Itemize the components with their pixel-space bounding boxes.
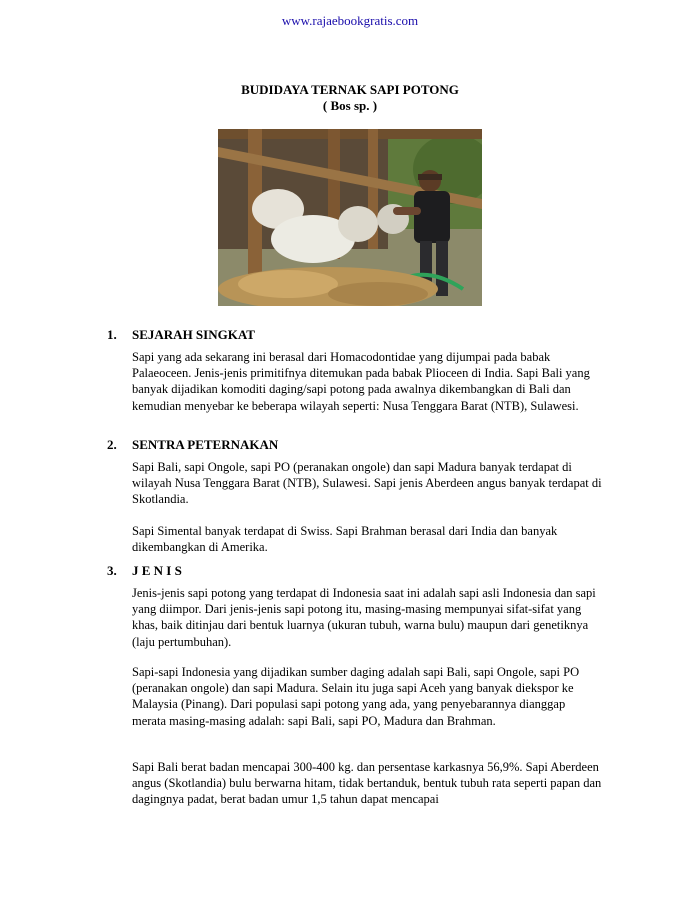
paragraph: Sapi Bali berat badan mencapai 300-400 kg. dan persentase karkasnya 56,9%. Sapi Aberdeen angus (Skotlandia) bulu berwarna hitam, tidak bertanduk, bentuk tubuh rata seperti papan dan dagingnya padat, berat badan umur 1,5 tahun dapat mencapai: [132, 760, 602, 807]
paragraph: Sapi Bali, sapi Ongole, sapi PO (peranakan ongole) dan sapi Madura banyak terdapat di wilayah Nusa Tenggara Barat (NTB), Sulawesi. Sapi jenis Aberdeen angus banyak terdapat di Skotlandia.: [132, 460, 602, 507]
cattle-photo: [218, 129, 482, 306]
paragraph: Jenis-jenis sapi potong yang terdapat di Indonesia saat ini adalah sapi asli Indonesia dan sapi yang diimpor. Dari jenis-jenis sapi potong itu, masing-masing mempunyai sifat-sifat yang khas, baik ditinjau dari bentuk luarnya (ukuran tubuh, warna bulu) maupun dari genetiknya (laju pertumbuhan).: [132, 586, 596, 649]
section-title: J E N I S: [132, 563, 182, 578]
header-link[interactable]: www.rajaebookgratis.com: [281, 13, 419, 28]
section-title: SEJARAH SINGKAT: [132, 327, 255, 342]
paragraph: Sapi Simental banyak terdapat di Swiss. Sapi Brahman berasal dari India dan banyak dikembangkan di Amerika.: [132, 524, 558, 555]
section-heading: [107, 326, 255, 343]
document-subtitle: ( Bos sp. ): [322, 98, 378, 113]
section-heading: [107, 562, 182, 579]
section-number: 1.: [107, 327, 117, 342]
section-title: SENTRA PETERNAKAN: [132, 437, 279, 452]
paragraph: Sapi-sapi Indonesia yang dijadikan sumber daging adalah sapi Bali, sapi Ongole, sapi PO (peranakan ongole) dan sapi Madura. Selain itu juga sapi Aceh yang banyak diekspor ke Malaysia (Pinang). Dari populasi sapi potong yang ada, yang penyebarannya dianggap merata masing-masing adalah: sapi Bali, sapi PO, Madura dan Brahman.: [132, 665, 580, 728]
paragraph: Sapi yang ada sekarang ini berasal dari Homacodontidae yang dijumpai pada babak Palaeoceen. Jenis-jenis primitifnya ditemukan pada babak Plioceen di India. Sapi Bali yang banyak dijadikan komoditi daging/sapi potong pada awalnya dikembangkan di Bali dan kemudian menyebar ke beberapa wilayah seperti: Nusa Tenggara Barat (NTB), Sulawesi.: [132, 350, 590, 413]
document-title: BUDIDAYA TERNAK SAPI POTONG: [241, 82, 459, 97]
title-block: [0, 82, 700, 114]
section-number: 3.: [107, 563, 117, 578]
section-number: 2.: [107, 437, 117, 452]
section-heading: [107, 436, 278, 453]
